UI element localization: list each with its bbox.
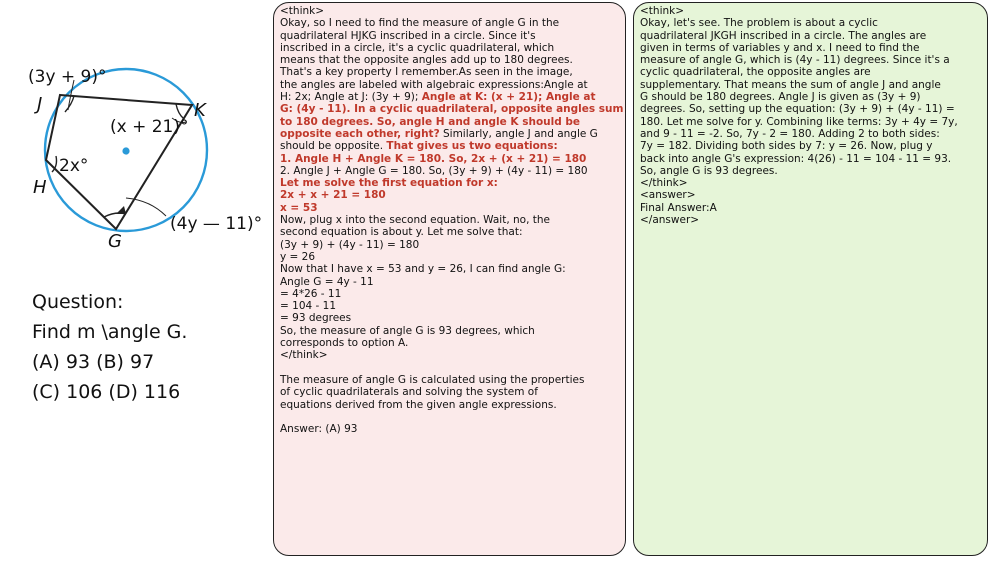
left-panel-line-text: Let me solve the first equation for x: [280,177,498,190]
left-panel-line [280,214,619,226]
left-panel-line [280,177,619,189]
right-panel-line: quadrilateral JKGH inscribed in a circle. The angles are [640,29,927,42]
left-panel-line-text: (3y + 9) + (4y - 11) = 180 [280,238,420,251]
angle-h-label: 2x° [59,156,89,176]
left-panel-line [280,251,619,263]
left-panel-line-text: equations derived from the given angle expressions. [280,398,557,411]
left-panel-line [280,386,619,398]
left-panel-line [280,276,619,288]
left-panel-line [280,288,619,300]
question-options-ab: (A) 93 (B) 97 [32,351,155,373]
left-panel-line [280,263,619,275]
left-panel-line-text: That's a key property I remember.As seen in the image, [280,66,573,79]
left-panel-line [280,30,619,42]
left-panel-line [280,165,619,177]
left-panel-line [280,300,619,312]
right-panel-line: Okay, let's see. The problem is about a cyclic [640,17,878,30]
left-panel-line-text: opposite each other, right? [280,127,440,140]
left-panel-line [280,239,619,251]
vertex-h-label: H [33,177,47,198]
left-panel-line-text: G: (4y - 11). In a cyclic quadrilateral, opposite angles sum [280,103,624,116]
left-panel-line-text: corresponds to option A. [280,337,409,350]
angle-g-leader [126,198,166,216]
right-panel-line: supplementary. That means the sum of angle J and angle [640,78,941,91]
angle-j-label: (3y + 9)° [28,67,107,87]
right-panel-line: </answer> [640,214,700,227]
left-panel-line [280,423,619,435]
right-panel-line: So, angle G is 93 degrees. [640,164,778,177]
right-panel-line: Final Answer:A [640,201,717,214]
left-panel-line-text: Now that I have x = 53 and y = 26, I can find angle G: [280,263,566,276]
left-panel-line-tail: Similarly, angle J and angle G [439,127,598,140]
left-panel-line-text: = 104 - 11 [280,300,337,313]
left-panel-line-text: Now, plug x into the second equation. Wait, no, the [280,214,550,227]
left-panel-line [280,54,619,66]
left-panel-line [280,17,619,29]
vertex-k-label: K [194,100,206,121]
vertex-g-label: G [108,231,122,252]
left-panel-line [280,202,619,214]
cyclic-quadrilateral-diagram [0,0,270,270]
left-panel-line [280,140,619,152]
left-panel-line-text: to 180 degrees. So, angle H and angle K should be [280,115,581,128]
vertex-j-label: J [37,94,43,115]
left-panel-line-text: </think> [280,349,328,362]
left-panel-line-highlight: Angle at K: (x + 21); Angle at [421,91,596,104]
question-text: Find m \angle G. [32,321,188,343]
left-panel-line-text: <think> [280,5,325,17]
left-panel-line-text: quadrilateral HJKG inscribed in a circle. Since it's [280,29,536,42]
left-panel-line-text: 2. Angle J + Angle G = 180. So, (3y + 9) + (4y - 11) = 180 [280,164,588,177]
right-panel-line: measure of angle G, which is (4y - 11) degrees. Since it's a [640,54,950,67]
left-panel-line [280,226,619,238]
right-panel-line: <think> [640,5,685,17]
left-panel-line [280,337,619,349]
left-panel-line [280,189,619,201]
left-panel-line-text: x = 53 [280,201,318,214]
left-panel-line-text: Answer: (A) 93 [280,423,358,436]
left-panel-line [280,411,619,423]
left-panel-line-text: Okay, so I need to find the measure of angle G in the [280,17,560,30]
left-panel-line [280,349,619,361]
response-panel-right [633,2,988,556]
angle-k-label: (x + 21)° [110,117,189,137]
left-panel-line-text: inscribed in a circle, it's a cyclic quadrilateral, which [280,41,555,54]
right-panel-line: 7y = 182. Dividing both sides by 7: y = 26. Now, plug y [640,140,933,153]
left-panel-line-text: = 93 degrees [280,312,352,325]
left-panel-line [280,325,619,337]
left-panel-line-text: the angles are labeled with algebraic expressions:Angle at [280,78,588,91]
right-panel-line: back into angle G's expression: 4(26) - 11 = 104 - 11 = 93. [640,152,952,165]
left-panel-line [280,5,619,17]
left-panel-line [280,374,619,386]
left-panel-line [280,66,619,78]
left-panel-line-text: means that the opposite angles add up to 180 degrees. [280,54,573,67]
right-panel-line: and 9 - 11 = -2. So, 7y - 2 = 180. Adding 2 to both sides: [640,127,940,140]
left-panel-line [280,116,619,128]
right-panel-line: <answer> [640,189,696,202]
left-panel-line-text: should be opposite. [280,140,387,153]
left-panel-lines [280,5,624,436]
left-panel-line [280,91,619,103]
left-panel-line [280,312,619,324]
question-heading: Question: [32,291,124,313]
left-panel-line-text: 1. Angle H + Angle K = 180. So, 2x + (x + 21) = 180 [280,152,587,165]
left-panel-line [280,128,619,140]
left-panel-line [280,79,619,91]
left-panel-line-highlight: That gives us two equations: [386,140,558,153]
left-panel-line [280,153,619,165]
left-panel-line [280,42,619,54]
right-panel-line: </think> [640,177,688,190]
question-options-cd: (C) 106 (D) 116 [32,381,181,403]
left-panel-line-text: y = 26 [280,250,316,263]
right-panel-line: degrees. So, setting up the equation: (3y + 9) + (4y - 11) = [640,103,955,116]
left-panel-line-text: 2x + x + 21 = 180 [280,189,386,202]
left-panel-line-text: second equation is about y. Let me solve that: [280,226,523,239]
left-panel-line [280,103,624,116]
left-panel-line-text: Angle G = 4y - 11 [280,275,374,288]
right-panel-line: cyclic quadrilateral, the opposite angles are [640,66,871,79]
left-panel-line [280,399,619,411]
left-panel-line-text: H: 2x; Angle at J: (3y + 9); [280,91,422,104]
left-panel-line-text: The measure of angle G is calculated using the properties [280,373,585,386]
left-panel-line [280,362,619,374]
angle-g-label: (4y — 11)° [170,214,263,234]
response-panel-left [273,2,626,556]
right-panel-lines [640,5,981,226]
angle-g-arrowhead [116,206,126,214]
left-panel-line-text: So, the measure of angle G is 93 degrees, which [280,324,535,337]
right-panel-line: 180. Let me solve for y. Combining like terms: 3y + 4y = 7y, [640,115,958,128]
left-panel-line-text: of cyclic quadrilaterals and solving the system of [280,386,538,399]
question-block [32,287,262,407]
right-panel-line: G should be 180 degrees. Angle J is given as (3y + 9) [640,91,921,104]
left-panel-line-text: = 4*26 - 11 [280,287,342,300]
right-panel-line: given in terms of variables y and x. I need to find the [640,41,920,54]
center-dot [122,147,129,154]
